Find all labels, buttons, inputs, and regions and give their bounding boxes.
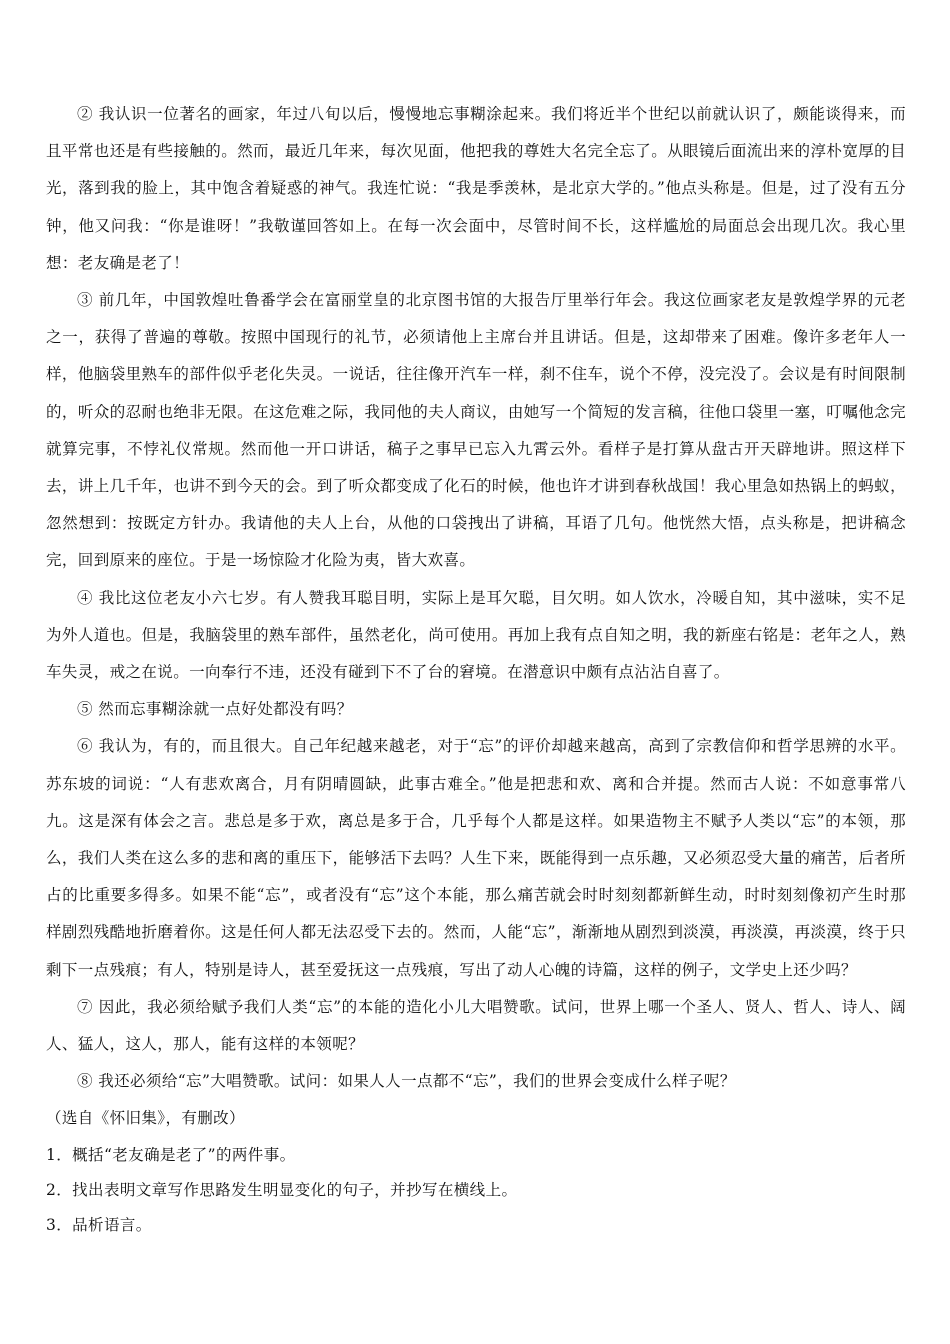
paragraph-5: ⑤ 然而忘事糊涂就一点好处都没有吗？ — [77, 700, 353, 719]
paragraph-8: ⑧ 我还必须给“忘”大唱赞歌。试问：如果人人一点都不“忘”，我们的世界会变成什么样子呢？ — [77, 1072, 736, 1091]
paragraph-3: ③ 前几年，中国敦煌吐鲁番学会在富丽堂皇的北京图书馆的大报告厅里举行年会。我这位画家老友是敦煌学界的元老之一，获得了普遍的尊敬。按照中国现行的礼节，必须请他上主席台并且讲话。但是，这却带来了困难。像许多老年人一样，他脑袋里熟车的部件似乎老化失灵。一说话，往往像开汽车一样，刹不住车，说个不停，没完没了。会议是有时间限制的，听众的忍耐也绝非无限。在这危难之际，我同他的夫人商议，由她写一个简短的发言稿，往他口袋里一塞，叮嘱他念完就算完事，不悖礼仪常规。然而他一开口讲话，稿子之事早已忘入九霄云外。看样子是打算从盘古开天辟地讲。照这样下去，讲上几千年，也讲不到今天的会。到了听众都变成了化石的时候，他也许才讲到春秋战国！我心里急如热锅上的蚂蚁，忽然想到：按既定方针办。我请他的夫人上台，从他的口袋拽出了讲稿，耳语了几句。他恍然大悟，点头称是，把讲稿念完，回到原来的座位。于是一场惊险才化险为夷，皆大欢喜。 — [46, 291, 906, 570]
question-1: 1．概括“老友确是老了”的两件事。 — [46, 1145, 296, 1164]
paragraph-6: ⑥ 我认为，有的，而且很大。自己年纪越来越老，对于“忘”的评价却越来越高，高到了宗教信仰和哲学思辨的水平。苏东坡的词说：“人有悲欢离合，月有阴晴圆缺，此事古难全。”他是把悲和欢、离和合并提。然而古人说：不如意事常八九。这是深有体会之言。悲总是多于欢，离总是多于合，几乎每个人都是这样。如果造物主不赋予人类以“忘”的本领，那么，我们人类在这么多的悲和离的重压下，能够活下去吗？人生下来，既能得到一点乐趣，又必须忍受大量的痛苦，后者所占的比重要多得多。如果不能“忘”，或者没有“忘”这个本能，那么痛苦就会时时刻刻都新鲜生动，时时刻刻像初产生时那样剧烈残酷地折磨着你。这是任何人都无法忍受下去的。然而，人能“忘”，渐渐地从剧烈到淡漠，再淡漠，再淡漠，终于只剩下一点残痕；有人，特别是诗人，甚至爱抚这一点残痕，写出了动人心魄的诗篇，这样的例子，文学史上还少吗？ — [46, 737, 906, 979]
article-body — [46, 96, 906, 1138]
paragraph-4: ④ 我比这位老友小六七岁。有人赞我耳聪目明，实际上是耳欠聪，目欠明。如人饮水，冷暖自知，其中滋味，实不足为外人道也。但是，我脑袋里的熟车部件，虽然老化，尚可使用。再加上我有点自知之明，我的新座右铭是：老年之人，熟车失灵，戒之在说。一向奉行不违，还没有碰到下不了台的窘境。在潜意识中颇有点沾沾自喜了。 — [46, 588, 906, 682]
document-page — [46, 96, 906, 1243]
paragraph-7: ⑦ 因此，我必须给赋予我们人类“忘”的本能的造化小儿大唱赞歌。试问，世界上哪一个圣人、贤人、哲人、诗人、阔人、猛人，这人，那人，能有这样的本领呢？ — [46, 997, 906, 1054]
source-citation: （选自《怀旧集》，有删改） — [46, 1109, 245, 1128]
question-3: 3．品析语言。 — [46, 1215, 152, 1234]
question-list — [46, 1138, 906, 1243]
paragraph-2: ② 我认识一位著名的画家，年过八旬以后，慢慢地忘事糊涂起来。我们将近半个世纪以前就认识了，颇能谈得来，而且平常也还是有些接触的。然而，最近几年来，每次见面，他把我的尊姓大名完全忘了。从眼镜后面流出来的淳朴宽厚的目光，落到我的脸上，其中饱含着疑惑的神气。我连忙说：“我是季羡林，是北京大学的。”他点头称是。但是，过了没有五分钟，他又问我：“你是谁呀！”我敬谨回答如上。在每一次会面中，尽管时间不长，这样尴尬的局面总会出现几次。我心里想：老友确是老了！ — [46, 105, 906, 272]
question-2: 2．找出表明文章写作思路发生明显变化的句子，并抄写在横线上。 — [46, 1180, 518, 1199]
